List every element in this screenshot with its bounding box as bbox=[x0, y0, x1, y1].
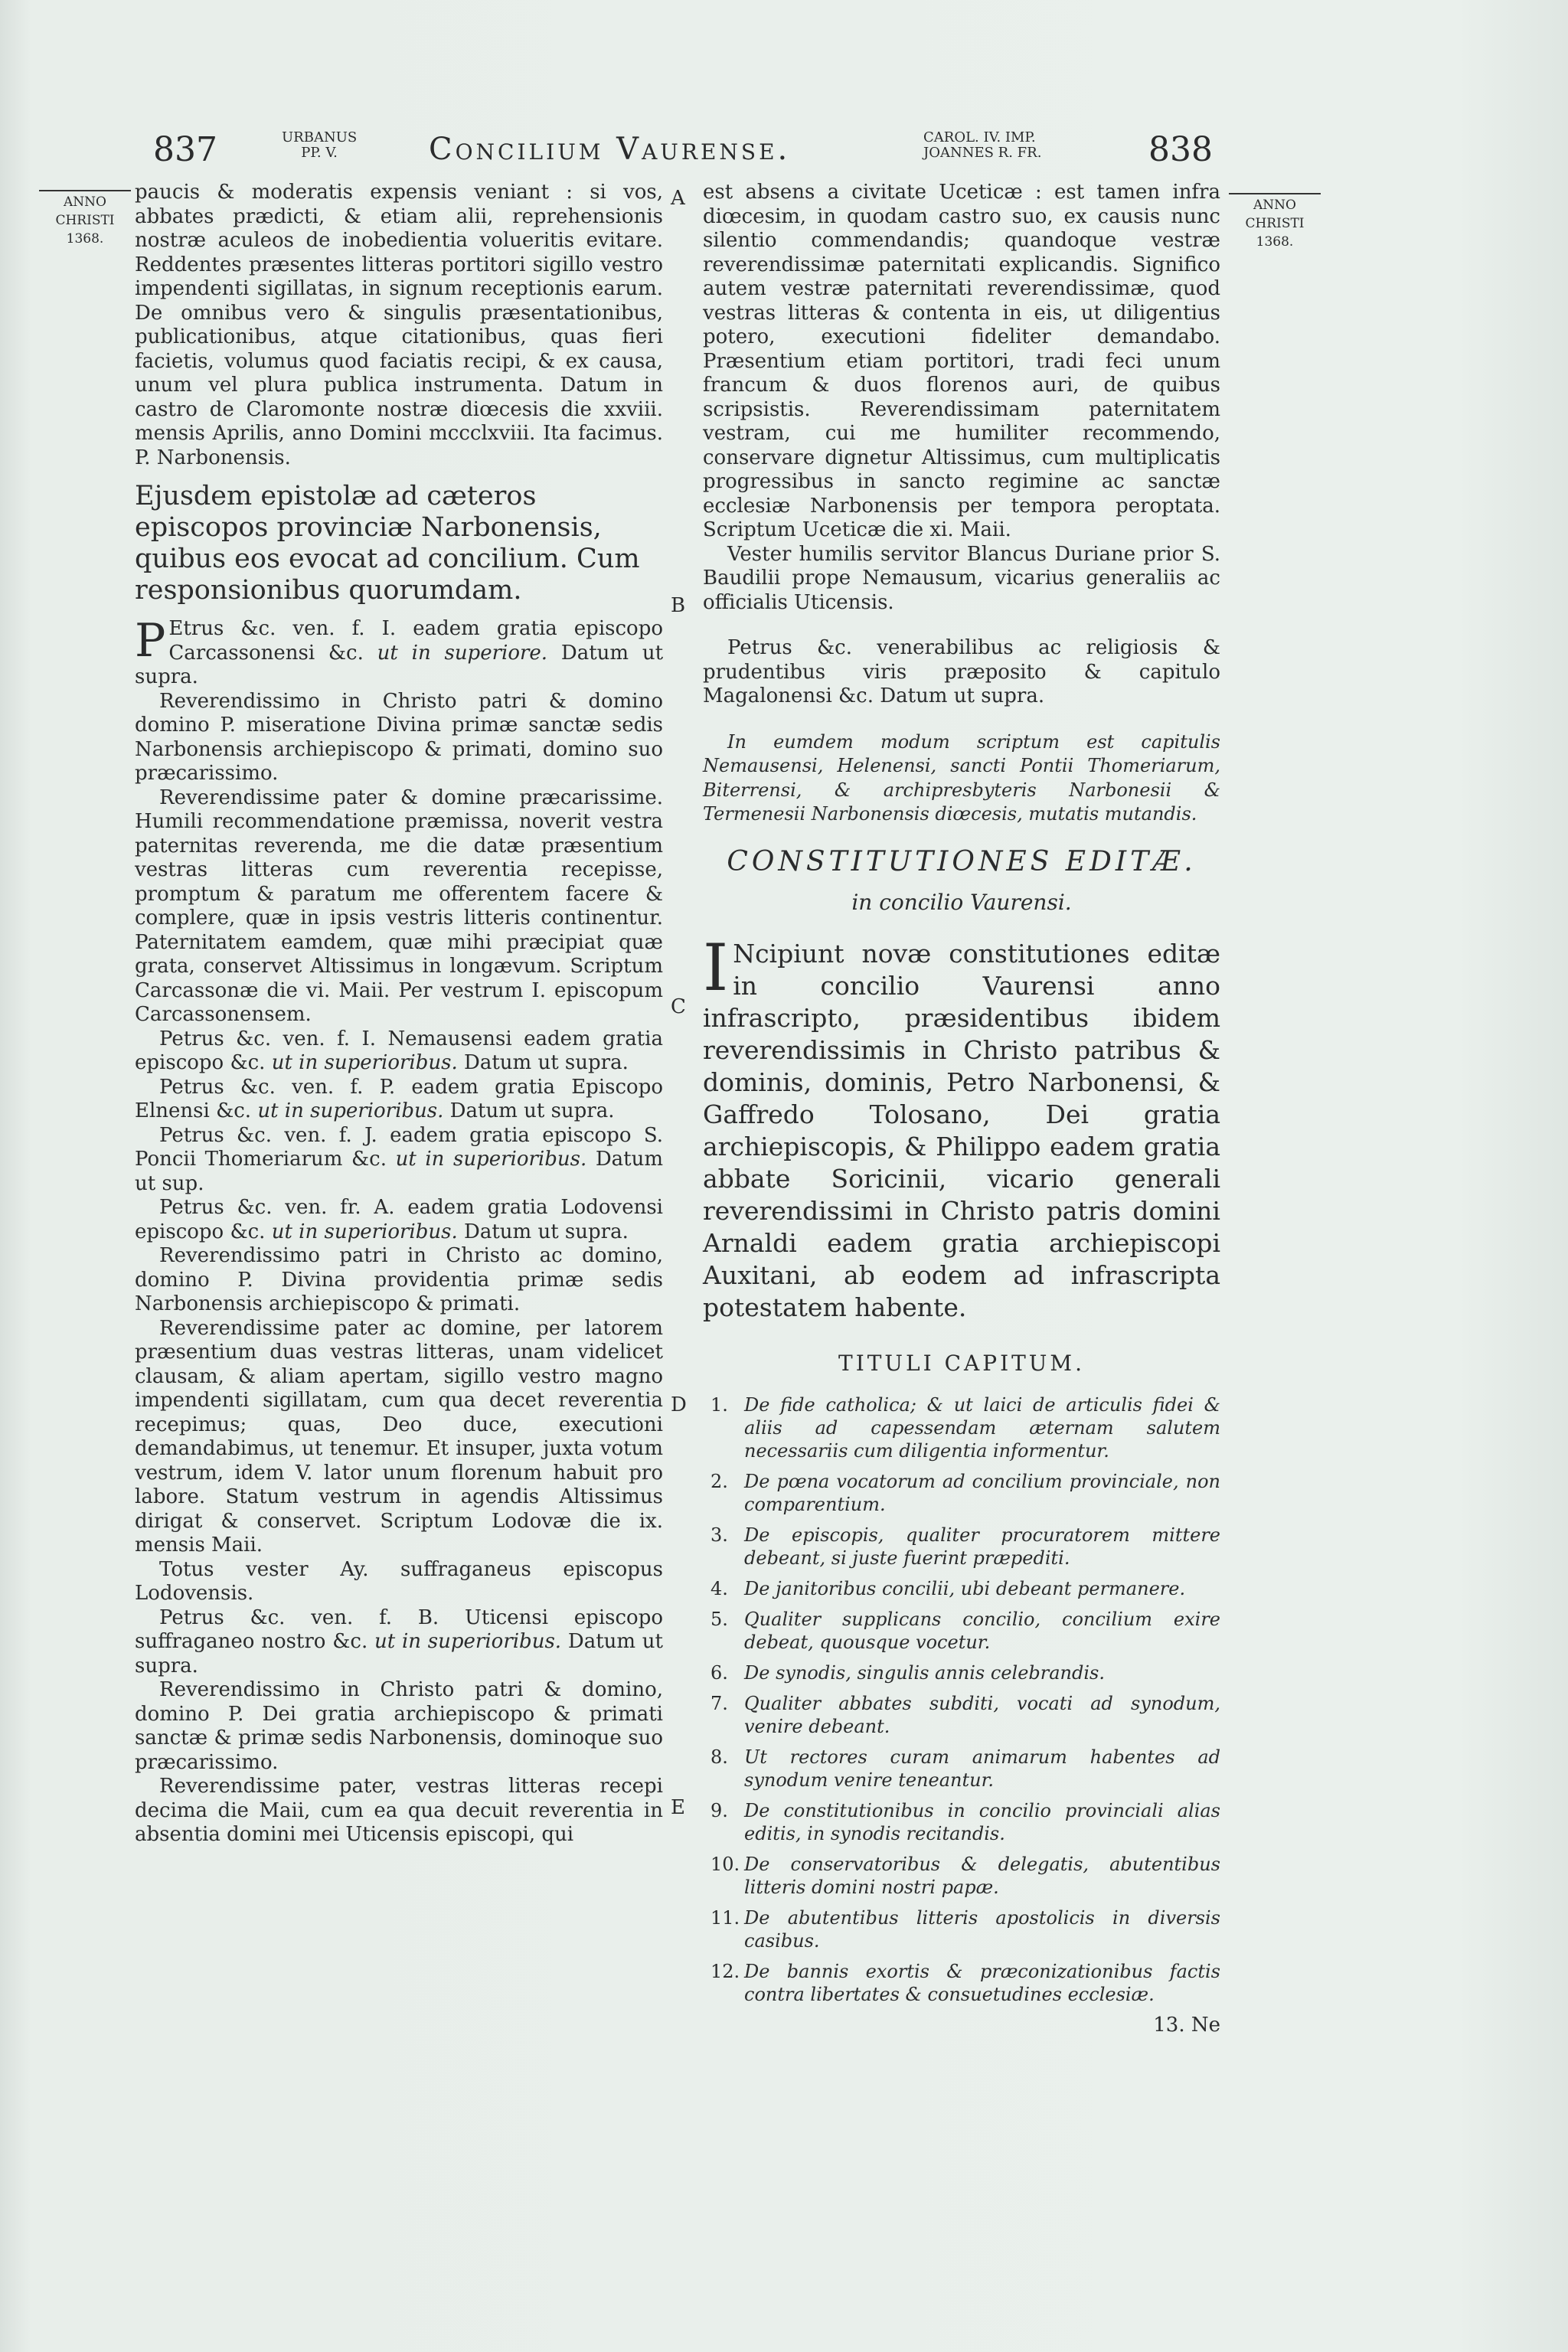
chapter-list bbox=[703, 1393, 1220, 2006]
running-head-right-line1: CAROL. IV. IMP. bbox=[923, 129, 1036, 145]
chapter-number: 7. bbox=[710, 1693, 728, 1714]
margin-anno: ANNO bbox=[1253, 198, 1296, 213]
chapter-item bbox=[710, 1746, 1220, 1792]
paragraph: Petrus &c. ven. f. J. eadem gratia episcopo S. Poncii Thomeriarum &c. ut in superioribus. Datum ut sup. bbox=[135, 1123, 664, 1195]
chapter-item bbox=[710, 1524, 1220, 1570]
paragraph: Petrus &c. ven. fr. A. eadem gratia Lodovensi episcopo &c. ut in superioribus. Datum ut supra. bbox=[135, 1196, 663, 1243]
chapter-number: 11. bbox=[710, 1907, 740, 1929]
paragraph: P Etrus &c. ven. f. I. eadem gratia episcopo Carcassonensi &c. ut in superiore. Datum ut supra. bbox=[135, 614, 664, 688]
margin-year-number: 1368. bbox=[66, 231, 104, 247]
paragraph: Petrus &c. ven. f. B. Uticensi episcopo suffraganeo nostro &c. ut in superioribus. Datum ut supra. bbox=[135, 1606, 664, 1677]
margin-anno: ANNO bbox=[64, 194, 106, 210]
running-head-left-line2: PP. V. bbox=[301, 145, 338, 161]
chapter-title: De conservatoribus & delegatis, abutentibus litteris domini nostri papæ. bbox=[744, 1854, 1220, 1898]
chapter-number: 2. bbox=[710, 1471, 728, 1492]
running-title: Concilium Vaurense. bbox=[429, 132, 791, 167]
section-letter-e: E bbox=[671, 1796, 685, 1819]
chapter-item bbox=[710, 1799, 1220, 1845]
section-letter-c: C bbox=[671, 995, 686, 1018]
drop-cap: I bbox=[703, 929, 729, 1005]
margin-year-number: 1368. bbox=[1256, 234, 1294, 250]
chapter-number: 4. bbox=[710, 1578, 728, 1599]
margin-year-left bbox=[35, 190, 135, 248]
chapter-title: Qualiter supplicans concilio, concilium exire debeat, quousque vocetur. bbox=[744, 1609, 1220, 1653]
chapter-number: 6. bbox=[710, 1662, 728, 1684]
section-letter-a: A bbox=[671, 187, 685, 210]
chapter-title: De fide catholica; & ut laici de articulis fidei & aliis ad capessendam æternam salutem necessariis cum diligentia informentur. bbox=[744, 1394, 1220, 1462]
chapter-title: De pœna vocatorum ad concilium provinciale, non comparentium. bbox=[744, 1471, 1220, 1515]
left-column bbox=[135, 181, 663, 1847]
margin-rule bbox=[39, 190, 131, 191]
chapter-item bbox=[710, 1393, 1220, 1462]
paragraph: Petrus &c. ven. f. P. eadem gratia Episcopo Elnensi &c. ut in superioribus. Datum ut supra. bbox=[135, 1075, 663, 1122]
chapter-title: De synodis, singulis annis celebrandis. bbox=[744, 1662, 1105, 1684]
chapter-number: 5. bbox=[710, 1609, 728, 1630]
chapter-number: 12. bbox=[710, 1961, 740, 1982]
page-number-right: 838 bbox=[1148, 130, 1213, 169]
chapter-list-title: TITULI CAPITUM. bbox=[838, 1350, 1085, 1376]
chapter-item bbox=[710, 1692, 1220, 1738]
chapter-item bbox=[710, 1906, 1220, 1952]
chapter-title: Qualiter abbates subditi, vocati ad synodum, venire debeant. bbox=[744, 1693, 1220, 1737]
paragraph: Reverendissimo in Christo patri & domino, domino P. Dei gratia archiepiscopo & primati sanctæ & primæ sedis Narbonensis, dominoque suo præcarissimo. bbox=[135, 1678, 663, 1774]
paragraph: Petrus &c. venerabilibus ac religiosis & prudentibus viris præposito & capitulo Magalonensi &c. Datum ut supra. bbox=[703, 636, 1220, 707]
margin-christi: CHRISTI bbox=[1245, 216, 1305, 231]
chapter-item bbox=[710, 1853, 1220, 1899]
chapter-number: 1. bbox=[710, 1394, 728, 1416]
chapter-item bbox=[710, 1577, 1220, 1600]
chapter-title: De constitutionibus in concilio provinciali alias editis, in synodis recitandis. bbox=[744, 1800, 1220, 1844]
chapter-number: 9. bbox=[710, 1800, 728, 1821]
chapter-title: Ut rectores curam animarum habentes ad synodum venire teneantur. bbox=[744, 1746, 1220, 1791]
running-head-right bbox=[923, 130, 1041, 161]
chapter-title: De bannis exortis & præconizationibus factis contra libertates & consuetudines ecclesiæ. bbox=[744, 1961, 1220, 2005]
chapter-item bbox=[710, 1960, 1220, 2006]
margin-christi: CHRISTI bbox=[55, 213, 115, 228]
paragraph: Reverendissimo patri in Christo ac domino, domino P. Divina providentia primæ sedis Narbonensis archiepiscopo & primati. bbox=[135, 1244, 663, 1315]
margin-year-right bbox=[1225, 193, 1325, 251]
section-title: CONSTITUTIONES EDITÆ. bbox=[727, 845, 1197, 877]
section-subtitle: in concilio Vaurensi. bbox=[851, 890, 1072, 915]
section-letter-b: B bbox=[671, 594, 686, 617]
chapter-title: De janitoribus concilii, ubi debeant permanere. bbox=[744, 1578, 1186, 1599]
chapter-number: 3. bbox=[710, 1524, 728, 1546]
catchword: 13. Ne bbox=[1153, 2014, 1220, 2037]
paragraph: est absens a civitate Uceticæ : est tamen infra diœcesim, in quodam castro suo, ex causis nunc silentio commendandis; quandoque vestræ reverendissimæ paternitati explicandis. Significo autem vestræ paternitati reverendissimæ, quod vestras litteras & contenta in eis, ut diligentius potero, executioni fideliter demandabo. Præsentium etiam portitori, tradi feci unum francum & duos florenos auri, de quibus scripsistis. Reverendissimam paternitatem vestram, cui me humiliter recommendo, conservare dignetur Altissimus, cum multiplicatis progressibus in sancto regimine ac sanctæ ecclesiæ Narbonensis per tempora peroptata. Scriptum Uceticæ die xi. Maii. bbox=[703, 181, 1220, 541]
paragraph: In eumdem modum scriptum est capitulis Nemausensi, Helenensi, sancti Pontii Thomeriarum, Biterrensi, & archipresbyteris Narbonesii & Termenesii Narbonensis diœcesis, mutatis mutandis. bbox=[703, 730, 1220, 825]
chapter-title: De abutentibus litteris apostolicis in diversis casibus. bbox=[744, 1907, 1220, 1952]
chapter-number: 8. bbox=[710, 1746, 728, 1768]
margin-rule bbox=[1229, 193, 1321, 194]
right-column bbox=[703, 181, 1220, 2038]
running-head-left-line1: URBANUS bbox=[282, 129, 358, 145]
paragraph: Reverendissime pater ac domine, per latorem præsentium duas vestras litteras, unam videlicet clausam, & aliam apertam, sigillo vestro magno impendenti sigillatam, cum qua decet reverentia recepimus; quas, Deo duce, executioni demandabimus, ut tenemur. Et insuper, juxta votum vestrum, idem V. lator unum florenum habuit pro labore. Statum vestrum in agendis Altissimus dirigat & conservet. Scriptum Lodovæ die ix. mensis Maii. bbox=[135, 1316, 663, 1557]
paragraph: I Ncipiunt novæ constitutiones editæ in concilio Vaurensi anno infrascripto, præsidentibus ibidem reverendissimis in Christo patribus & dominis, dominis, Petro Narbonensi, & Gaffredo Tolosano, Dei gratia archiepiscopis, & Philippo eadem gratia abbate Soricinii, vicario generali reverendissimi in Christo patris domini Arnaldi eadem gratia archiepiscopi Auxitani, ab eodem ad infrascripta potestatem habente. bbox=[703, 929, 1220, 1322]
running-head-right-line2: JOANNES R. FR. bbox=[923, 145, 1042, 161]
drop-cap: P bbox=[135, 614, 166, 668]
chapter-item bbox=[710, 1608, 1220, 1654]
paragraph: Reverendissime pater, vestras litteras recepi decima die Maii, cum ea qua decuit reverentia in absentia domini mei Uticensis episcopi, qui bbox=[135, 1775, 663, 1846]
paragraph: paucis & moderatis expensis veniant : si vos, abbates prædicti, & etiam alii, reprehensionis nostræ aculeos de inobedientia volueritis evitare. Reddentes præsentes litteras portitori sigillo vestro impendenti sigillatas, in signum receptionis earum. De omnibus vero & singulis præsentationibus, publicationibus, atque citationibus, quas fieri facietis, volumus quod faciatis recipi, & ex causa, unum vel plura publica instrumenta. Datum in castro de Claromonte nostræ diœcesis die xxviii. mensis Aprilis, anno Domini mccclxviii. Ita facimus. P. Narbonensis. bbox=[135, 181, 663, 469]
section-heading: Ejusdem epistolæ ad cæteros episcopos provinciæ Narbonensis, quibus eos evocat ad concilium. Cum responsionibus quorumdam. bbox=[135, 481, 640, 606]
paragraph: Reverendissime pater & domine præcarissime. Humili recommendatione præmissa, noverit vestra paternitas reverenda, me die datæ præsentium vestras litteras cum reverentia recepisse, promptum & paratum me offerentem facere & complere, quæ in ipsis vestris litteris continentur. Paternitatem eamdem, quæ mihi præcipiat quæ grata, conservet Altissimus in longævum. Scriptum Carcassonæ die vi. Maii. Per vestrum I. episcopum Carcassonensem. bbox=[135, 786, 663, 1026]
adjacent-page-edge bbox=[0, 176, 12, 1248]
paragraph: Reverendissimo in Christo patri & domino domino P. miseratione Divina primæ sanctæ sedis Narbonensis archiepiscopo & primati, domino suo præcarissimo. bbox=[135, 689, 663, 785]
chapter-item bbox=[710, 1661, 1220, 1684]
section-letter-d: D bbox=[671, 1393, 687, 1416]
running-head-left bbox=[282, 130, 357, 161]
chapter-title: De episcopis, qualiter procuratorem mittere debeant, si juste fuerint præpediti. bbox=[744, 1524, 1220, 1569]
paragraph: Petrus &c. ven. f. I. Nemausensi eadem gratia episcopo &c. ut in superioribus. Datum ut supra. bbox=[135, 1027, 663, 1074]
chapter-number: 10. bbox=[710, 1854, 740, 1875]
paragraph: Vester humilis servitor Blancus Duriane prior S. Baudilii prope Nemausum, vicarius generaliis ac officialis Uticensis. bbox=[703, 542, 1220, 614]
chapter-item bbox=[710, 1470, 1220, 1516]
page-number-left: 837 bbox=[153, 130, 217, 169]
paragraph: Totus vester Ay. suffraganeus episcopus Lodovensis. bbox=[135, 1557, 663, 1605]
